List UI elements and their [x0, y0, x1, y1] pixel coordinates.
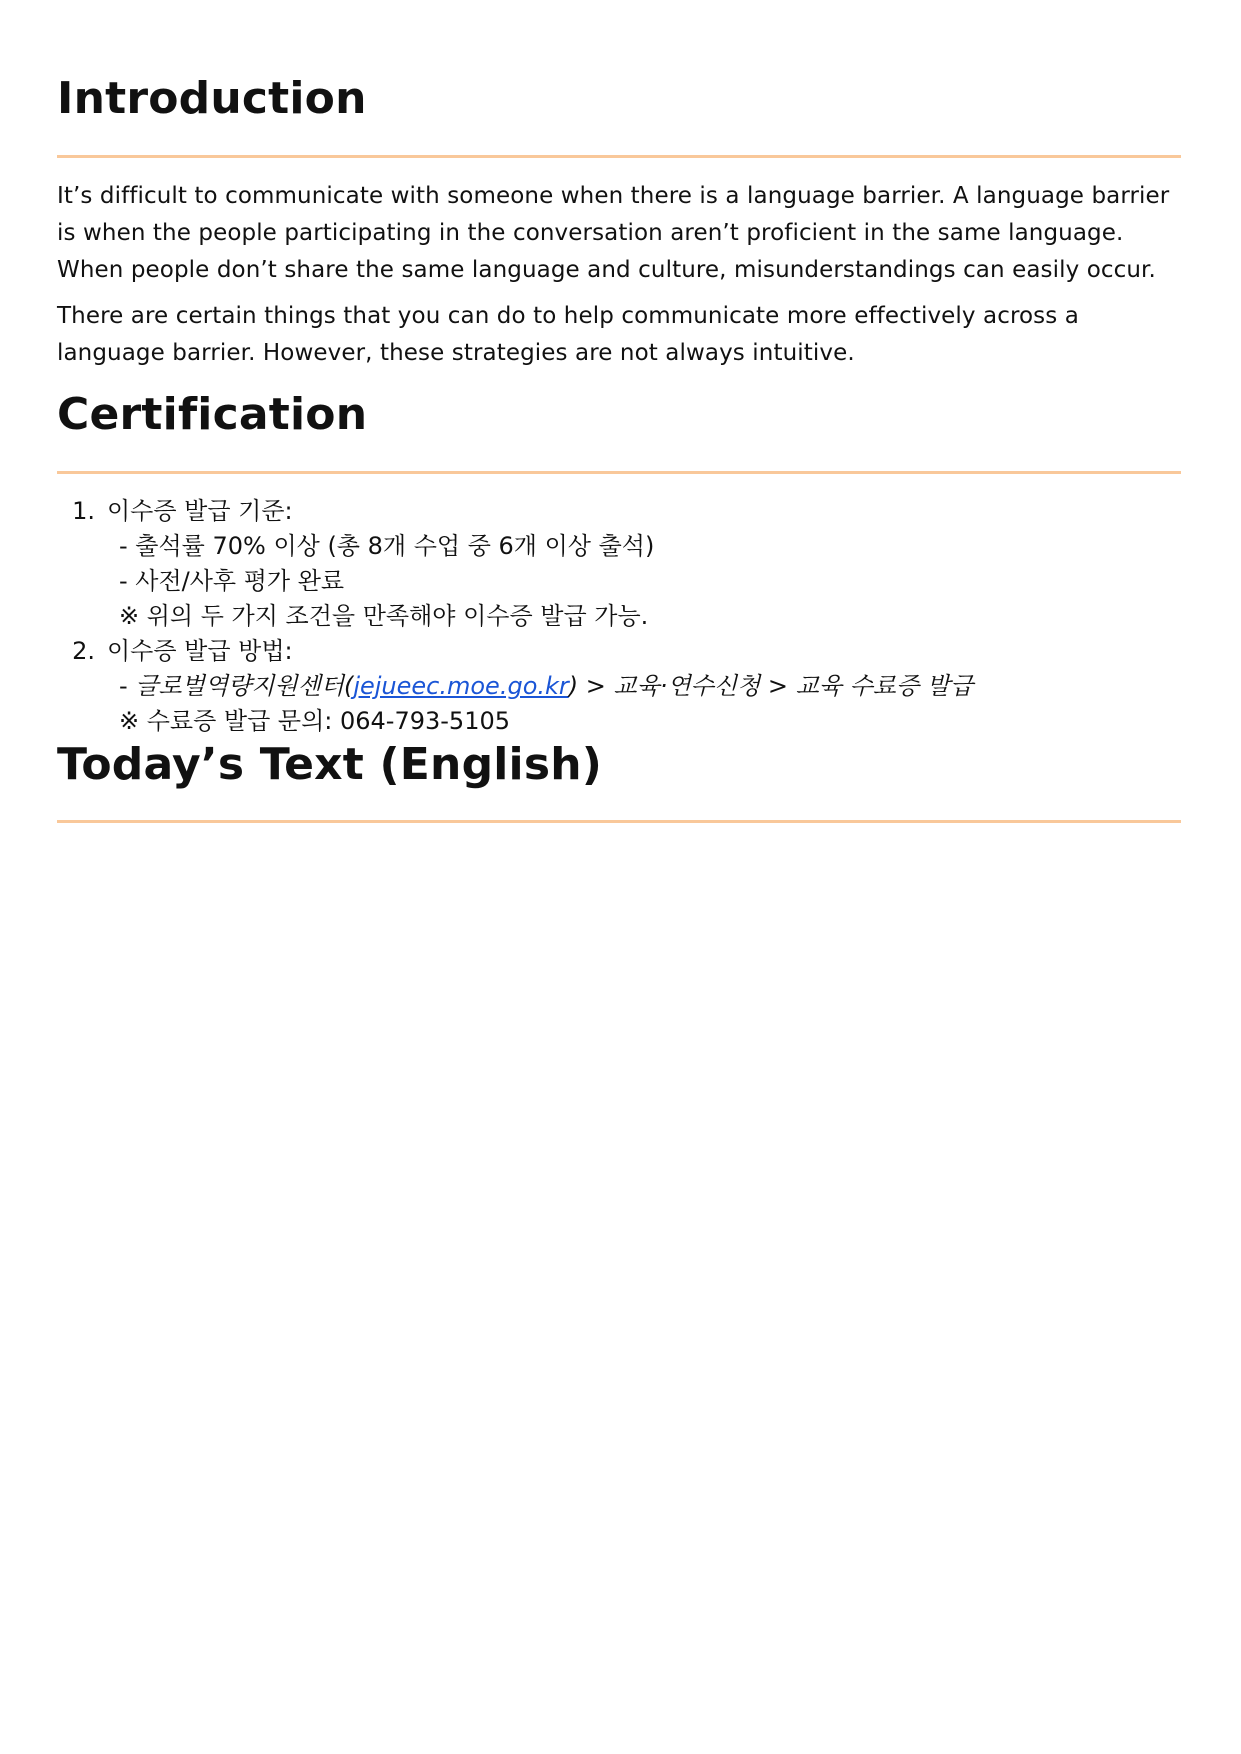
- route-dash: -: [119, 672, 136, 700]
- introduction-paragraph-1: It’s difficult to communicate with someone when there is a language barrier. A language barrier is when the people participating in the conversation aren’t proficient in the same language. When people don’t share the same language and culture, misunderstandings can easily occur.: [57, 183, 1170, 283]
- criteria-attendance: - 출석률 70% 이상 (총 8개 수업 중 6개 이상 출석): [119, 532, 655, 560]
- criteria-note: ※ 위의 두 가지 조건을 만족해야 이수증 발급 가능.: [119, 602, 649, 630]
- list-item-label: 이수증 발급 기준:: [107, 497, 293, 525]
- list-item: [57, 494, 1185, 529]
- list-item-number: 2.: [72, 637, 95, 665]
- list-item-label: 이수증 발급 방법:: [107, 637, 293, 665]
- introduction-heading: Introduction: [57, 73, 367, 124]
- center-website-link[interactable]: jejueec.moe.go.kr: [353, 672, 569, 700]
- introduction-divider: [57, 155, 1181, 158]
- todays-text-heading: Today’s Text (English): [57, 739, 603, 790]
- list-item-number: 1.: [72, 497, 95, 525]
- criteria-evaluation: - 사전/사후 평가 완료: [119, 567, 345, 595]
- issuance-route: [57, 669, 1185, 704]
- certification-divider: [57, 471, 1181, 474]
- introduction-paragraph-2: There are certain things that you can do to help communicate more effectively across a language barrier. However, these strategies are not always intuitive.: [57, 303, 1079, 366]
- certification-list: [57, 494, 1185, 739]
- route-suffix: ) > 교육·연수신청 > 교육 수료증 발급: [568, 672, 974, 700]
- list-item: [57, 634, 1185, 669]
- inquiry-note: ※ 수료증 발급 문의: 064-793-5105: [119, 707, 511, 735]
- certification-heading: Certification: [57, 389, 368, 440]
- todays-text-divider: [57, 820, 1181, 823]
- route-prefix: 글로벌역량지원센터(: [135, 672, 354, 700]
